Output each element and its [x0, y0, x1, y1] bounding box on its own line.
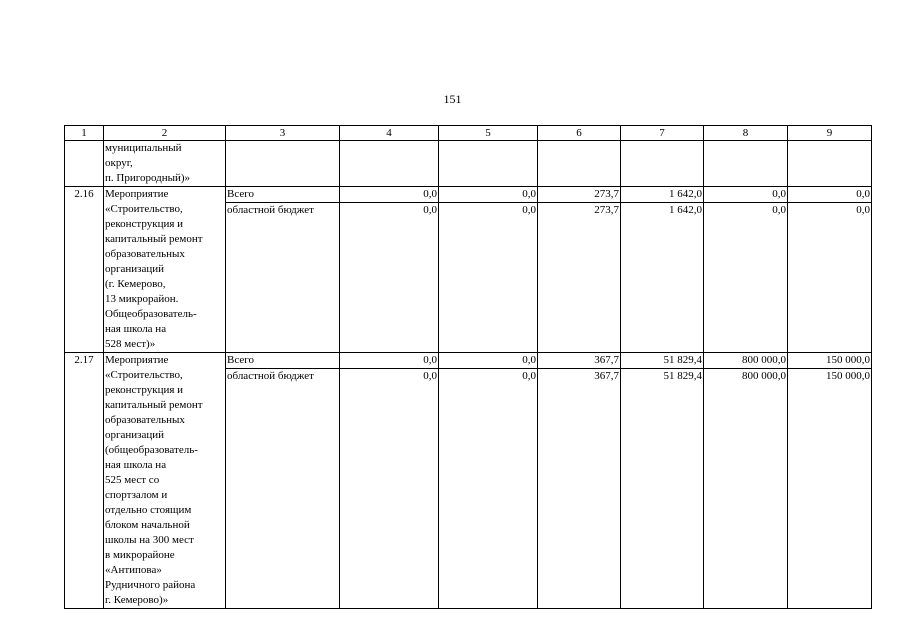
value-cell: 51 829,4 [621, 353, 704, 369]
funding-source-cell: областной бюджет [226, 203, 340, 353]
column-header: 1 [65, 126, 104, 141]
header-row [65, 126, 872, 141]
column-header: 4 [340, 126, 439, 141]
column-header: 6 [538, 126, 621, 141]
value-cell: 1 642,0 [621, 187, 704, 203]
funding-source-cell: областной бюджет [226, 369, 340, 609]
row-number-cell: 2.17 [65, 353, 104, 609]
row-number-cell [65, 141, 104, 187]
column-header: 2 [104, 126, 226, 141]
column-header: 5 [439, 126, 538, 141]
measure-name-cell: муниципальный округ, п. Пригородный)» [104, 141, 226, 187]
value-cell [704, 141, 788, 187]
value-cell [788, 141, 872, 187]
page-number: 151 [443, 92, 462, 106]
value-cell: 800 000,0 [704, 369, 788, 609]
value-cell: 0,0 [704, 203, 788, 353]
value-cell: 0,0 [340, 353, 439, 369]
value-cell: 0,0 [340, 187, 439, 203]
value-cell: 51 829,4 [621, 369, 704, 609]
value-cell: 0,0 [340, 369, 439, 609]
value-cell: 0,0 [340, 203, 439, 353]
value-cell: 273,7 [538, 203, 621, 353]
value-cell [439, 141, 538, 187]
funding-source-cell: Всего [226, 187, 340, 203]
value-cell: 1 642,0 [621, 203, 704, 353]
value-cell: 0,0 [439, 203, 538, 353]
budget-table [64, 125, 872, 609]
measure-name-cell: Мероприятие «Строительство, реконструкция и капитальный ремонт образовательных организаций (общеобразователь- ная школа на 525 мест со спортзалом и отдельно стоящим блоком начальной школы на 300 мест в микрорайоне «Антипова» Рудничного района г. Кемерово)» [104, 353, 226, 609]
row-number-cell: 2.16 [65, 187, 104, 353]
table-row [65, 187, 872, 203]
value-cell: 0,0 [439, 187, 538, 203]
funding-source-cell [226, 141, 340, 187]
value-cell: 273,7 [538, 187, 621, 203]
value-cell: 367,7 [538, 353, 621, 369]
table-row [65, 353, 872, 369]
table-row-continuation [65, 141, 872, 187]
value-cell: 0,0 [704, 187, 788, 203]
column-header: 8 [704, 126, 788, 141]
funding-source-cell: Всего [226, 353, 340, 369]
measure-name-cell: Мероприятие «Строительство, реконструкция и капитальный ремонт образовательных организаций (г. Кемерово, 13 микрорайон. Общеобразователь- ная школа на 528 мест)» [104, 187, 226, 353]
value-cell [621, 141, 704, 187]
value-cell [538, 141, 621, 187]
value-cell: 0,0 [788, 187, 872, 203]
value-cell: 150 000,0 [788, 369, 872, 609]
value-cell: 0,0 [788, 203, 872, 353]
value-cell: 367,7 [538, 369, 621, 609]
value-cell: 150 000,0 [788, 353, 872, 369]
column-header: 3 [226, 126, 340, 141]
value-cell: 800 000,0 [704, 353, 788, 369]
value-cell: 0,0 [439, 369, 538, 609]
value-cell [340, 141, 439, 187]
value-cell: 0,0 [439, 353, 538, 369]
column-header: 7 [621, 126, 704, 141]
column-header: 9 [788, 126, 872, 141]
